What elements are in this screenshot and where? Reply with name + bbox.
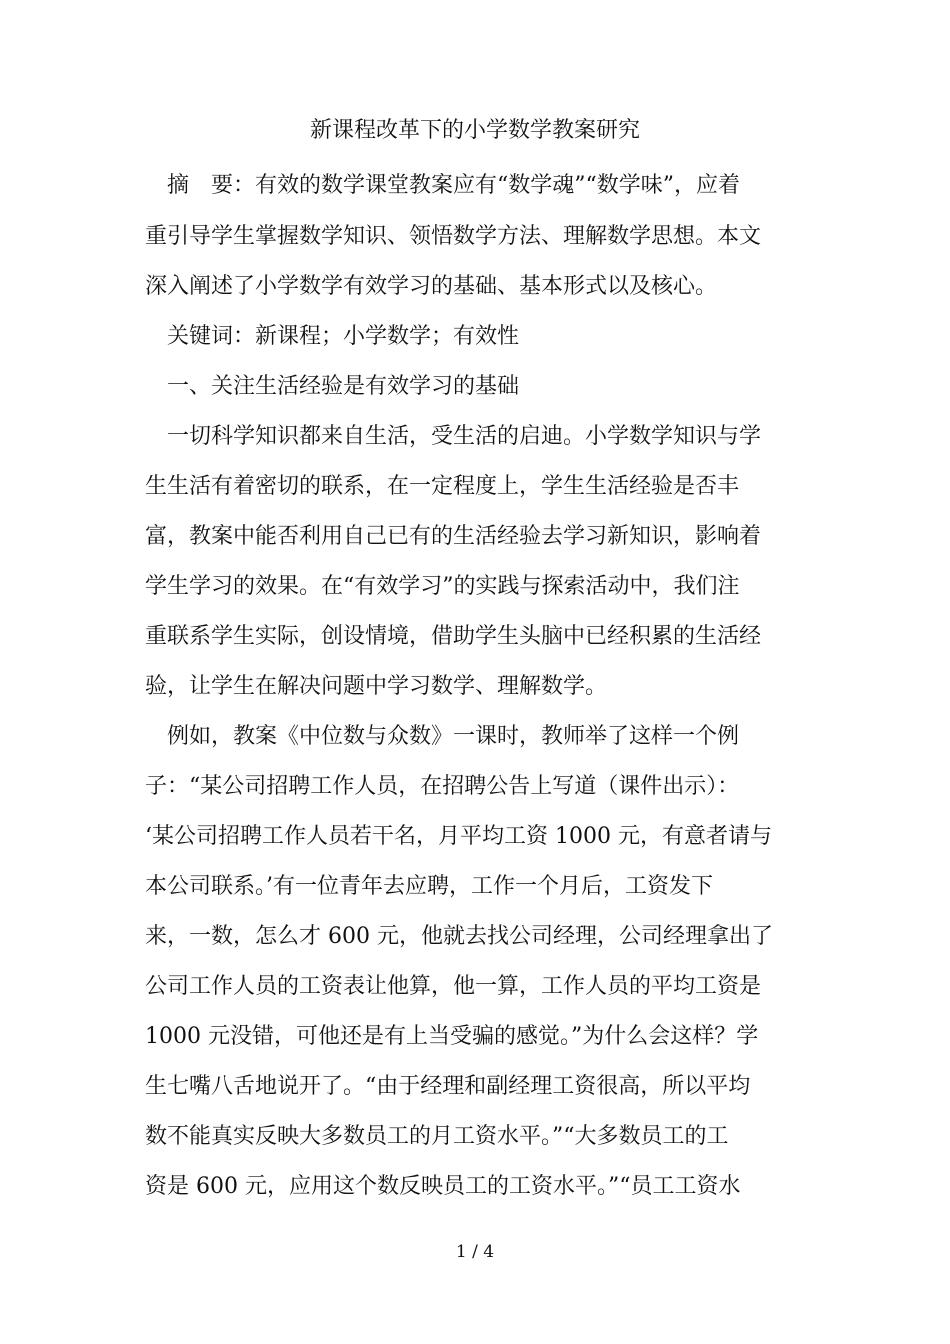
abstract-line-1: 摘 要：有效的数学课堂教案应有“数学魂”“数学味”，应着 <box>167 173 740 198</box>
section-heading: 一、关注生活经验是有效学习的基础 <box>167 374 520 399</box>
document-title: 新课程改革下的小学数学教案研究 <box>309 118 640 143</box>
abstract-line-3: 深入阐述了小学数学有效学习的基础、基本形式以及核心。 <box>145 274 718 299</box>
example-line: 生七嘴八舌地说开了。“由于经理和副经理工资很高，所以平均 <box>145 1074 751 1099</box>
keywords-line: 关键词：新课程；小学数学；有效性 <box>167 324 520 349</box>
example-line: 例如，教案《中位数与众数》一课时，教师举了这样一个例 <box>167 724 740 749</box>
page-number: 1 / 4 <box>455 1242 495 1262</box>
paragraph-line: 验，让学生在解决问题中学习数学、理解数学。 <box>145 674 608 699</box>
example-line: 公司工作人员的工资表让他算，他一算，工作人员的平均工资是 <box>145 974 762 999</box>
example-line: 资是 600 元，应用这个数反映员工的工资水平。”“员工工资水 <box>145 1174 741 1199</box>
paragraph-line: 生生活有着密切的联系，在一定程度上，学生生活经验是否丰 <box>145 474 740 499</box>
example-line: 1000 元没错，可他还是有上当受骗的感觉。”为什么会这样？学 <box>145 1024 759 1049</box>
example-line: ‘某公司招聘工作人员若干名，月平均工资 1000 元，有意者请与 <box>145 824 772 849</box>
paragraph-line: 富，教案中能否利用自己已有的生活经验去学习新知识，影响着 <box>145 524 762 549</box>
paragraph-line: 学生学习的效果。在“有效学习”的实践与探索活动中，我们注 <box>145 574 740 599</box>
example-line: 本公司联系。’有一位青年去应聘，工作一个月后，工资发下 <box>145 874 713 899</box>
example-line: 数不能真实反映大多数员工的月工资水平。”“大多数员工的工 <box>145 1124 729 1149</box>
paragraph-line: 一切科学知识都来自生活，受生活的启迪。小学数学知识与学 <box>167 424 762 449</box>
example-line: 来，一数，怎么才 600 元，他就去找公司经理，公司经理拿出了 <box>145 924 773 949</box>
paragraph-line: 重联系学生实际，创设情境，借助学生头脑中已经积累的生活经 <box>145 624 762 649</box>
example-line: 子：“某公司招聘工作人员，在招聘公告上写道（课件出示）： <box>145 774 740 799</box>
abstract-line-2: 重引导学生掌握数学知识、领悟数学方法、理解数学思想。本文 <box>145 224 762 249</box>
